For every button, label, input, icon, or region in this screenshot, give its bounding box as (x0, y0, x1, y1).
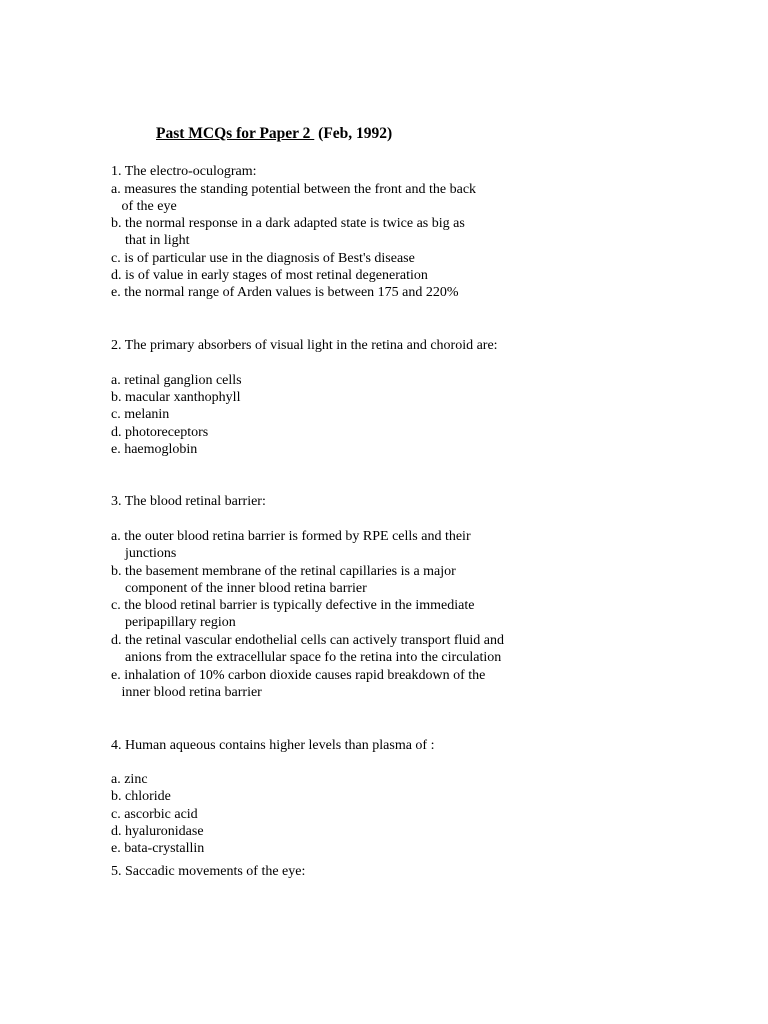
question-1-stem: 1. The electro-oculogram: (111, 164, 257, 179)
question-3-option-line: b. the basement membrane of the retinal capillaries is a major (111, 564, 456, 579)
question-3-option-line: d. the retinal vascular endothelial cells can actively transport fluid and (111, 633, 505, 648)
question-5-stem: 5. Saccadic movements of the eye: (111, 864, 306, 879)
question-3-option-line: inner blood retina barrier (111, 685, 262, 700)
question-2-option-line: c. melanin (111, 407, 170, 422)
question-3-option-line: junctions (111, 546, 177, 561)
title-date: (Feb, 1992) (314, 125, 393, 142)
question-1-option-line: of the eye (111, 199, 177, 214)
question-3-option-line: c. the blood retinal barrier is typically defective in the immediate (111, 598, 475, 613)
question-2-option-line: b. macular xanthophyll (111, 390, 241, 405)
question-3-option-line: component of the inner blood retina barrier (111, 581, 367, 596)
question-2-option-line: d. photoreceptors (111, 425, 209, 440)
question-2-option-line: a. retinal ganglion cells (111, 373, 242, 388)
question-4-option-line: d. hyaluronidase (111, 824, 204, 839)
question-2-stem: 2. The primary absorbers of visual light in the retina and choroid are: (111, 338, 498, 353)
question-3-option-line: e. inhalation of 10% carbon dioxide causes rapid breakdown of the (111, 668, 486, 683)
page-title (156, 124, 392, 144)
question-4-option-line: b. chloride (111, 789, 171, 804)
question-3-stem: 3. The blood retinal barrier: (111, 494, 266, 509)
title-main: Past MCQs for Paper 2 (156, 125, 315, 142)
question-4-stem: 4. Human aqueous contains higher levels than plasma of : (111, 738, 435, 753)
question-1-option-line: c. is of particular use in the diagnosis of Best's disease (111, 251, 415, 266)
question-1-option-line: a. measures the standing potential between the front and the back (111, 182, 477, 197)
question-1-option-line: e. the normal range of Arden values is between 175 and 220% (111, 285, 459, 300)
question-1-option-line: that in light (111, 233, 190, 248)
question-3-option-line: anions from the extracellular space fo the retina into the circulation (111, 650, 502, 665)
question-4-option-line: a. zinc (111, 772, 148, 787)
question-3-option-line: a. the outer blood retina barrier is formed by RPE cells and their (111, 529, 471, 544)
question-3-option-line: peripapillary region (111, 615, 236, 630)
question-1-option-line: d. is of value in early stages of most retinal degeneration (111, 268, 428, 283)
question-4-option-line: e. bata-crystallin (111, 841, 205, 856)
question-4-option-line: c. ascorbic acid (111, 807, 198, 822)
question-2-option-line: e. haemoglobin (111, 442, 198, 457)
question-1-option-line: b. the normal response in a dark adapted state is twice as big as (111, 216, 465, 231)
